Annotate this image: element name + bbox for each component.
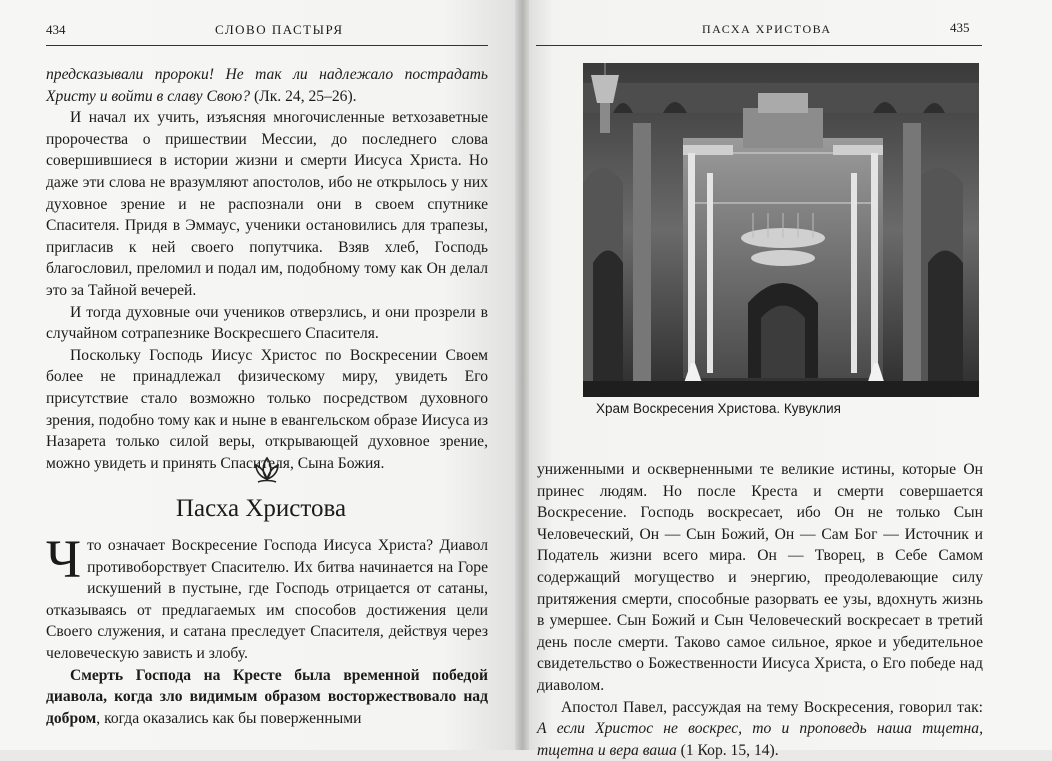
photo-caption: Храм Воскресения Христова. Кувуклия [596, 401, 841, 416]
right-text [537, 459, 983, 761]
right-header-rule [536, 45, 982, 46]
left-header-rule [46, 45, 488, 46]
left-lower-text [46, 529, 488, 729]
left-paragraph-4: Поскольку Господь Иисус Христос по Воскресении Своем более не принадлежал физическому миру, увидеть Его присутствие стало возможно только посредством духовного зрения, подобно тому как и ныне в евангельском образе Иисуса из Назарета только силой веры, открывающей духовное зрение, можно увидеть и принять Спасителя, Сына Божия. [46, 346, 488, 472]
right-running-head: ПАСХА ХРИСТОВА [702, 22, 832, 36]
left-paragraph-1: предсказывали пророки! Не так ли надлежало пострадать Христу и войти в славу Свою? (Лк. 24, 25–26). [46, 66, 488, 105]
right-page-number: 435 [950, 20, 970, 35]
book-gutter [515, 0, 529, 750]
left-paragraph-5: Что означает Воскресение Господа Иисуса Христа? Диавол противоборствует Спасителю. Их битва начинается на Горе искушений в пустыне, где Господь отрицается от сатаны, отказываясь от предлагаемых им способов достижения цели Своего служения, и сатана преследует Спасителя, действуя через человеческую зависть и злобу. [46, 529, 488, 662]
church-photo [583, 63, 979, 397]
right-paragraph-2: Апостол Павел, рассуждая на тему Воскресения, говорил так: А если Христос не воскрес, то и проповедь наша тщетна, тщетна и вера ваша (1 Кор. 15, 14). [537, 698, 983, 759]
section-title: Пасха Христова [175, 495, 347, 522]
left-running-head: СЛОВО ПАСТЫРЯ [215, 22, 344, 37]
left-paragraph-2: И начал их учить, изъясняя многочисленные ветхозаветные пророчества о пришествии Мессии, до последнего слова совершившиеся в истории жизни и смерти Иисуса Христа. Но даже эти слова не вразумляют апостолов, ибо не открылось у них духовное зрение и не распознали они в своем спутнике Спасителя. Придя в Эммаус, ученики остановились для трапезы, пригласив к ней своего попутчика. Взяв хлеб, Господь благословил, преломил и подал им, подобному тому как Он делал это за Тайной вечерей. [46, 109, 488, 299]
left-paragraph-6: Смерть Господа на Кресте была временной победой диавола, когда зло видимым образом восторжествовало над добром, когда оказались как бы поверженными [46, 666, 488, 727]
left-upper-text [46, 64, 488, 474]
right-paragraph-1: униженными и оскверненными те великие истины, которые Он принес людям. Но после Креста и смерти совершается Воскресение. Господь воскресает, ибо Он не только Сын Человеческий, Он — Сын Божий, Он — Сам Бог — Источник и Податель жизни всего мира. Он — Творец, в Себе Самом содержащий могущество и энергию, преодолевающие силу притяжения смерти, способные разорвать ее узы, вдохнуть жизнь в умершее. Сын Божий и Сын Человеческий воскресает в третий день после смерти. Таково самое сильное, яркое и убедительное свидетельство о Божественности Иисуса Христа, о Его победе над диаволом. [537, 461, 983, 694]
kuvuklia-illustration [583, 63, 979, 397]
lotus-ornament-icon [250, 455, 284, 489]
left-page [0, 0, 522, 750]
left-page-number: 434 [46, 22, 66, 37]
drop-cap: Ч [46, 529, 82, 589]
left-paragraph-3: И тогда духовные очи учеников отверзлись, и они прозрели в случайном сотрапезнике Воскресшего Спасителя. [46, 303, 488, 343]
